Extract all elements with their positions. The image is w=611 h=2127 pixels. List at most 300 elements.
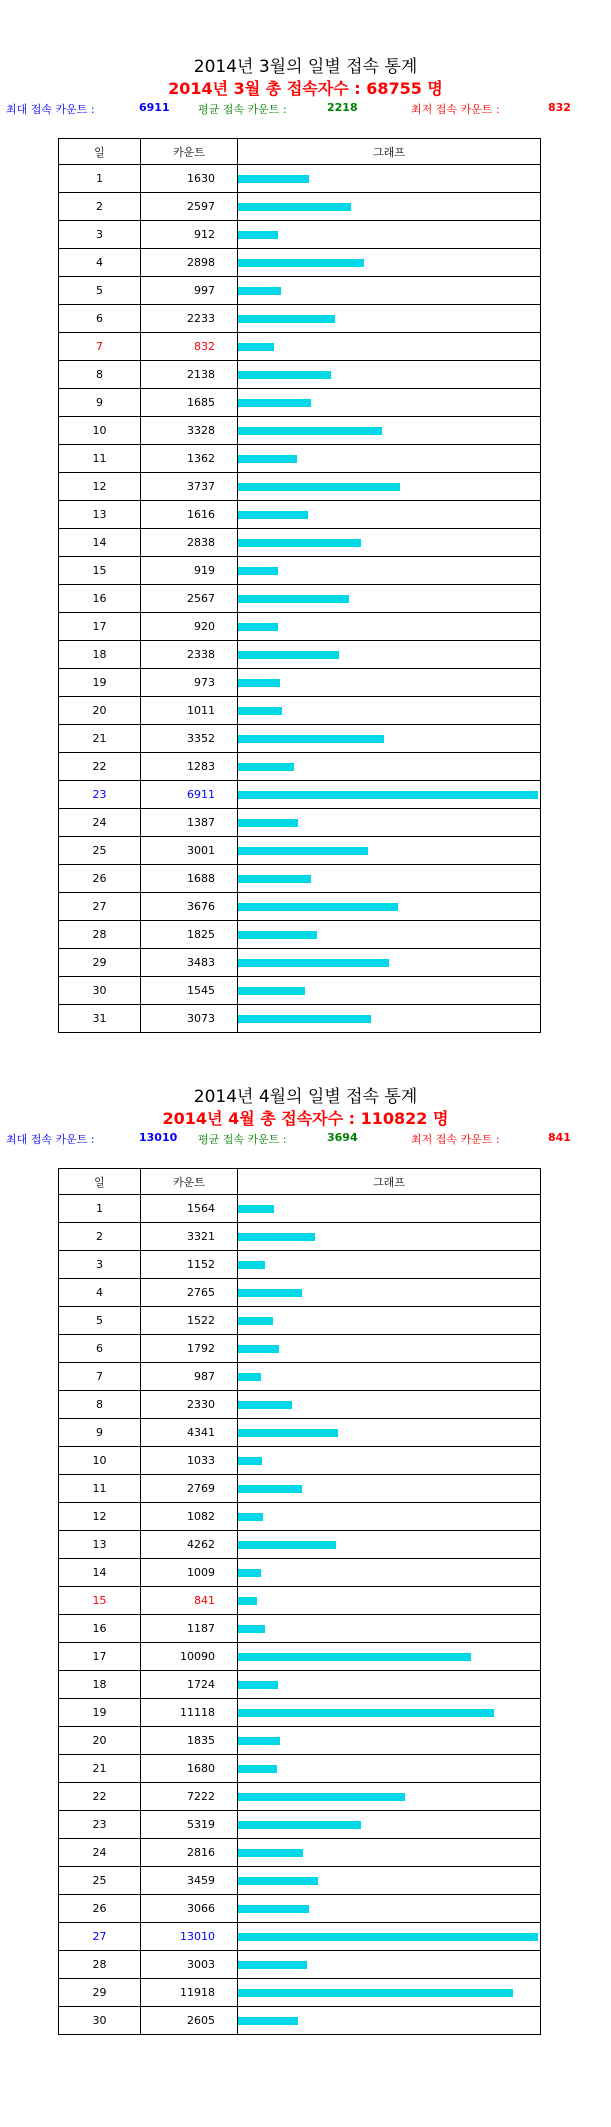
graph-cell [238, 1419, 541, 1447]
table-row [59, 1223, 541, 1251]
table-row [59, 781, 541, 809]
graph-cell [238, 473, 541, 501]
graph-cell [238, 445, 541, 473]
count-cell: 2338 [141, 641, 238, 669]
bar-20 [238, 1737, 280, 1745]
table-header [59, 139, 541, 165]
graph-cell [238, 193, 541, 221]
count-cell: 3001 [141, 837, 238, 865]
day-cell: 12 [59, 473, 141, 501]
graph-cell [238, 1615, 541, 1643]
graph-cell [238, 837, 541, 865]
graph-cell [238, 1895, 541, 1923]
count-cell: 2816 [141, 1839, 238, 1867]
graph-cell [238, 1699, 541, 1727]
day-cell: 15 [59, 1587, 141, 1615]
day-cell: 4 [59, 249, 141, 277]
table-row [59, 725, 541, 753]
day-cell: 1 [59, 165, 141, 193]
bar-15 [238, 567, 278, 575]
table-row [59, 613, 541, 641]
table-row [59, 1307, 541, 1335]
day-cell: 9 [59, 389, 141, 417]
header-count: 카운트 [141, 1169, 238, 1195]
day-cell: 30 [59, 977, 141, 1005]
graph-cell [238, 1223, 541, 1251]
count-cell: 11118 [141, 1699, 238, 1727]
table-row [59, 977, 541, 1005]
bar-14 [238, 539, 361, 547]
graph-cell [238, 1867, 541, 1895]
day-cell: 17 [59, 613, 141, 641]
table-row [59, 417, 541, 445]
day-cell: 14 [59, 529, 141, 557]
graph-cell [238, 1755, 541, 1783]
day-cell: 18 [59, 1671, 141, 1699]
table-row [59, 1699, 541, 1727]
day-cell: 2 [59, 193, 141, 221]
count-cell: 3459 [141, 1867, 238, 1895]
table-row [59, 949, 541, 977]
day-cell: 4 [59, 1279, 141, 1307]
table-row [59, 1587, 541, 1615]
day-cell: 28 [59, 921, 141, 949]
count-cell: 2838 [141, 529, 238, 557]
day-cell: 23 [59, 781, 141, 809]
day-cell: 30 [59, 2007, 141, 2035]
count-cell: 1688 [141, 865, 238, 893]
table-row [59, 1643, 541, 1671]
count-cell: 1011 [141, 697, 238, 725]
count-cell: 2605 [141, 2007, 238, 2035]
bar-27 [238, 903, 398, 911]
header-count: 카운트 [141, 139, 238, 165]
day-cell: 3 [59, 1251, 141, 1279]
table-row [59, 165, 541, 193]
day-cell: 5 [59, 1307, 141, 1335]
table-row [59, 1531, 541, 1559]
count-cell: 3066 [141, 1895, 238, 1923]
graph-cell [238, 1979, 541, 2007]
bar-10 [238, 1457, 262, 1465]
day-cell: 23 [59, 1811, 141, 1839]
bar-31 [238, 1015, 371, 1023]
bar-6 [238, 1345, 279, 1353]
table-row [59, 585, 541, 613]
count-cell: 841 [141, 1587, 238, 1615]
day-cell: 6 [59, 1335, 141, 1363]
bar-30 [238, 2017, 298, 2025]
day-cell: 28 [59, 1951, 141, 1979]
graph-cell [238, 1587, 541, 1615]
avg-value: 3694 [327, 1131, 358, 1144]
count-cell: 2765 [141, 1279, 238, 1307]
day-cell: 27 [59, 893, 141, 921]
count-cell: 3737 [141, 473, 238, 501]
table-row [59, 1279, 541, 1307]
max-label: 최대 접속 카운트 : [6, 103, 95, 116]
count-cell: 1825 [141, 921, 238, 949]
count-cell: 6911 [141, 781, 238, 809]
bar-29 [238, 1989, 513, 1997]
table-row [59, 445, 541, 473]
table-row [59, 753, 541, 781]
total-visitors: 2014년 3월 총 접속자수 : 68755 명 [168, 79, 443, 98]
bar-4 [238, 259, 364, 267]
table-row [59, 1867, 541, 1895]
day-cell: 9 [59, 1419, 141, 1447]
count-cell: 2567 [141, 585, 238, 613]
bar-24 [238, 819, 298, 827]
graph-cell [238, 1531, 541, 1559]
bar-30 [238, 987, 305, 995]
bar-8 [238, 371, 331, 379]
graph-cell [238, 641, 541, 669]
graph-cell [238, 305, 541, 333]
header-graph: 그래프 [238, 139, 541, 165]
table-row [59, 697, 541, 725]
min-label: 최저 접속 카운트 : [411, 1133, 500, 1146]
table-header [59, 1169, 541, 1195]
count-cell: 1680 [141, 1755, 238, 1783]
count-cell: 1685 [141, 389, 238, 417]
day-cell: 19 [59, 1699, 141, 1727]
count-cell: 7222 [141, 1783, 238, 1811]
table-row [59, 669, 541, 697]
table-row [59, 837, 541, 865]
count-cell: 3483 [141, 949, 238, 977]
graph-cell [238, 1951, 541, 1979]
count-cell: 2330 [141, 1391, 238, 1419]
table-row [59, 1559, 541, 1587]
table-row [59, 305, 541, 333]
graph-cell [238, 1643, 541, 1671]
count-cell: 11918 [141, 1979, 238, 2007]
daily-table [58, 138, 541, 1033]
graph-cell [238, 1279, 541, 1307]
stats-line [0, 101, 611, 117]
bar-11 [238, 1485, 302, 1493]
day-cell: 20 [59, 1727, 141, 1755]
graph-cell [238, 1447, 541, 1475]
count-cell: 2769 [141, 1475, 238, 1503]
count-cell: 1835 [141, 1727, 238, 1755]
bar-26 [238, 1905, 309, 1913]
table-row [59, 557, 541, 585]
graph-cell [238, 669, 541, 697]
header-graph: 그래프 [238, 1169, 541, 1195]
count-cell: 832 [141, 333, 238, 361]
table-row [59, 361, 541, 389]
graph-cell [238, 921, 541, 949]
bar-3 [238, 231, 278, 239]
count-cell: 2898 [141, 249, 238, 277]
bar-18 [238, 651, 339, 659]
graph-cell [238, 1671, 541, 1699]
count-cell: 13010 [141, 1923, 238, 1951]
day-cell: 29 [59, 949, 141, 977]
day-cell: 7 [59, 1363, 141, 1391]
graph-cell [238, 1335, 541, 1363]
bar-21 [238, 735, 384, 743]
count-cell: 1616 [141, 501, 238, 529]
bar-18 [238, 1681, 278, 1689]
bar-28 [238, 931, 317, 939]
bar-23 [238, 791, 538, 799]
table-row [59, 193, 541, 221]
day-cell: 25 [59, 1867, 141, 1895]
count-cell: 1283 [141, 753, 238, 781]
bar-3 [238, 1261, 265, 1269]
table-row [59, 1391, 541, 1419]
day-cell: 24 [59, 1839, 141, 1867]
stats-line [0, 1131, 611, 1147]
table-row [59, 389, 541, 417]
graph-cell [238, 2007, 541, 2035]
table-row [59, 221, 541, 249]
graph-cell [238, 1475, 541, 1503]
count-cell: 3328 [141, 417, 238, 445]
count-cell: 987 [141, 1363, 238, 1391]
table-row [59, 921, 541, 949]
day-cell: 26 [59, 1895, 141, 1923]
avg-value: 2218 [327, 101, 358, 114]
graph-cell [238, 893, 541, 921]
bar-19 [238, 1709, 494, 1717]
chart-title: 2014년 4월의 일별 접속 통계 [193, 1087, 418, 1107]
graph-cell [238, 725, 541, 753]
count-cell: 3676 [141, 893, 238, 921]
bar-29 [238, 959, 389, 967]
count-cell: 10090 [141, 1643, 238, 1671]
table-row [59, 1727, 541, 1755]
graph-cell [238, 529, 541, 557]
bar-5 [238, 1317, 273, 1325]
min-value: 832 [548, 101, 571, 114]
day-cell: 27 [59, 1923, 141, 1951]
bar-23 [238, 1821, 361, 1829]
day-cell: 18 [59, 641, 141, 669]
count-cell: 3352 [141, 725, 238, 753]
day-cell: 8 [59, 1391, 141, 1419]
avg-label: 평균 접속 카운트 : [198, 103, 287, 116]
bar-22 [238, 1793, 405, 1801]
day-cell: 26 [59, 865, 141, 893]
graph-cell [238, 1195, 541, 1223]
graph-cell [238, 1363, 541, 1391]
day-cell: 16 [59, 1615, 141, 1643]
bar-15 [238, 1597, 257, 1605]
graph-cell [238, 1503, 541, 1531]
graph-cell [238, 1559, 541, 1587]
table-row [59, 1671, 541, 1699]
graph-cell [238, 361, 541, 389]
table-row [59, 473, 541, 501]
day-cell: 11 [59, 445, 141, 473]
graph-cell [238, 1307, 541, 1335]
count-cell: 2138 [141, 361, 238, 389]
table-row [59, 809, 541, 837]
graph-cell [238, 333, 541, 361]
count-cell: 1033 [141, 1447, 238, 1475]
day-cell: 13 [59, 501, 141, 529]
count-cell: 2233 [141, 305, 238, 333]
bar-11 [238, 455, 297, 463]
bar-10 [238, 427, 382, 435]
table-row [59, 1419, 541, 1447]
table-row [59, 277, 541, 305]
day-cell: 6 [59, 305, 141, 333]
table-row [59, 1923, 541, 1951]
min-label: 최저 접속 카운트 : [411, 103, 500, 116]
bar-2 [238, 1233, 315, 1241]
graph-cell [238, 613, 541, 641]
table-row [59, 1615, 541, 1643]
day-cell: 22 [59, 1783, 141, 1811]
graph-cell [238, 221, 541, 249]
bar-19 [238, 679, 280, 687]
day-cell: 2 [59, 1223, 141, 1251]
bar-28 [238, 1961, 307, 1969]
graph-cell [238, 501, 541, 529]
graph-cell [238, 865, 541, 893]
count-cell: 1564 [141, 1195, 238, 1223]
day-cell: 14 [59, 1559, 141, 1587]
day-cell: 15 [59, 557, 141, 585]
graph-cell [238, 1811, 541, 1839]
graph-cell [238, 781, 541, 809]
bar-25 [238, 847, 368, 855]
day-cell: 19 [59, 669, 141, 697]
graph-cell [238, 809, 541, 837]
bar-9 [238, 399, 311, 407]
count-cell: 1082 [141, 1503, 238, 1531]
bar-1 [238, 1205, 274, 1213]
graph-cell [238, 1727, 541, 1755]
count-cell: 920 [141, 613, 238, 641]
header-day: 일 [59, 139, 141, 165]
max-label: 최대 접속 카운트 : [6, 1133, 95, 1146]
bar-6 [238, 315, 335, 323]
day-cell: 11 [59, 1475, 141, 1503]
graph-cell [238, 165, 541, 193]
max-value: 13010 [139, 1131, 178, 1144]
day-cell: 24 [59, 809, 141, 837]
table-row [59, 529, 541, 557]
count-cell: 1152 [141, 1251, 238, 1279]
day-cell: 10 [59, 417, 141, 445]
day-cell: 8 [59, 361, 141, 389]
graph-cell [238, 417, 541, 445]
bar-27 [238, 1933, 538, 1941]
table-row [59, 1951, 541, 1979]
avg-label: 평균 접속 카운트 : [198, 1133, 287, 1146]
graph-cell [238, 977, 541, 1005]
count-cell: 1387 [141, 809, 238, 837]
day-cell: 21 [59, 725, 141, 753]
table-row [59, 1979, 541, 2007]
count-cell: 2597 [141, 193, 238, 221]
graph-cell [238, 1783, 541, 1811]
bar-12 [238, 1513, 263, 1521]
table-row [59, 2007, 541, 2035]
bar-16 [238, 595, 349, 603]
day-cell: 13 [59, 1531, 141, 1559]
bar-24 [238, 1849, 303, 1857]
daily-table [58, 1168, 541, 2035]
graph-cell [238, 949, 541, 977]
day-cell: 16 [59, 585, 141, 613]
bar-16 [238, 1625, 265, 1633]
graph-cell [238, 1839, 541, 1867]
bar-7 [238, 343, 274, 351]
count-cell: 1792 [141, 1335, 238, 1363]
bar-1 [238, 175, 309, 183]
graph-cell [238, 697, 541, 725]
table-row [59, 641, 541, 669]
bar-7 [238, 1373, 261, 1381]
graph-cell [238, 585, 541, 613]
count-cell: 5319 [141, 1811, 238, 1839]
day-cell: 31 [59, 1005, 141, 1033]
day-cell: 29 [59, 1979, 141, 2007]
graph-cell [238, 1923, 541, 1951]
day-cell: 3 [59, 221, 141, 249]
bar-26 [238, 875, 311, 883]
graph-cell [238, 1005, 541, 1033]
table-row [59, 893, 541, 921]
day-cell: 10 [59, 1447, 141, 1475]
count-cell: 973 [141, 669, 238, 697]
count-cell: 4341 [141, 1419, 238, 1447]
bar-14 [238, 1569, 261, 1577]
table-row [59, 1195, 541, 1223]
header-day: 일 [59, 1169, 141, 1195]
bar-17 [238, 1653, 471, 1661]
count-cell: 1630 [141, 165, 238, 193]
count-cell: 1724 [141, 1671, 238, 1699]
count-cell: 3321 [141, 1223, 238, 1251]
table-row [59, 1447, 541, 1475]
table-row [59, 1251, 541, 1279]
bar-21 [238, 1765, 277, 1773]
graph-cell [238, 389, 541, 417]
bar-22 [238, 763, 294, 771]
count-cell: 3003 [141, 1951, 238, 1979]
min-value: 841 [548, 1131, 571, 1144]
graph-cell [238, 249, 541, 277]
day-cell: 5 [59, 277, 141, 305]
table-row [59, 1503, 541, 1531]
table-row [59, 1839, 541, 1867]
table-row [59, 865, 541, 893]
table-row [59, 1755, 541, 1783]
bar-20 [238, 707, 282, 715]
bar-13 [238, 1541, 336, 1549]
day-cell: 1 [59, 1195, 141, 1223]
graph-cell [238, 1251, 541, 1279]
bar-8 [238, 1401, 292, 1409]
table-row [59, 1895, 541, 1923]
graph-cell [238, 557, 541, 585]
count-cell: 919 [141, 557, 238, 585]
table-row [59, 1811, 541, 1839]
graph-cell [238, 753, 541, 781]
bar-13 [238, 511, 308, 519]
table-row [59, 1335, 541, 1363]
day-cell: 22 [59, 753, 141, 781]
table-row [59, 501, 541, 529]
